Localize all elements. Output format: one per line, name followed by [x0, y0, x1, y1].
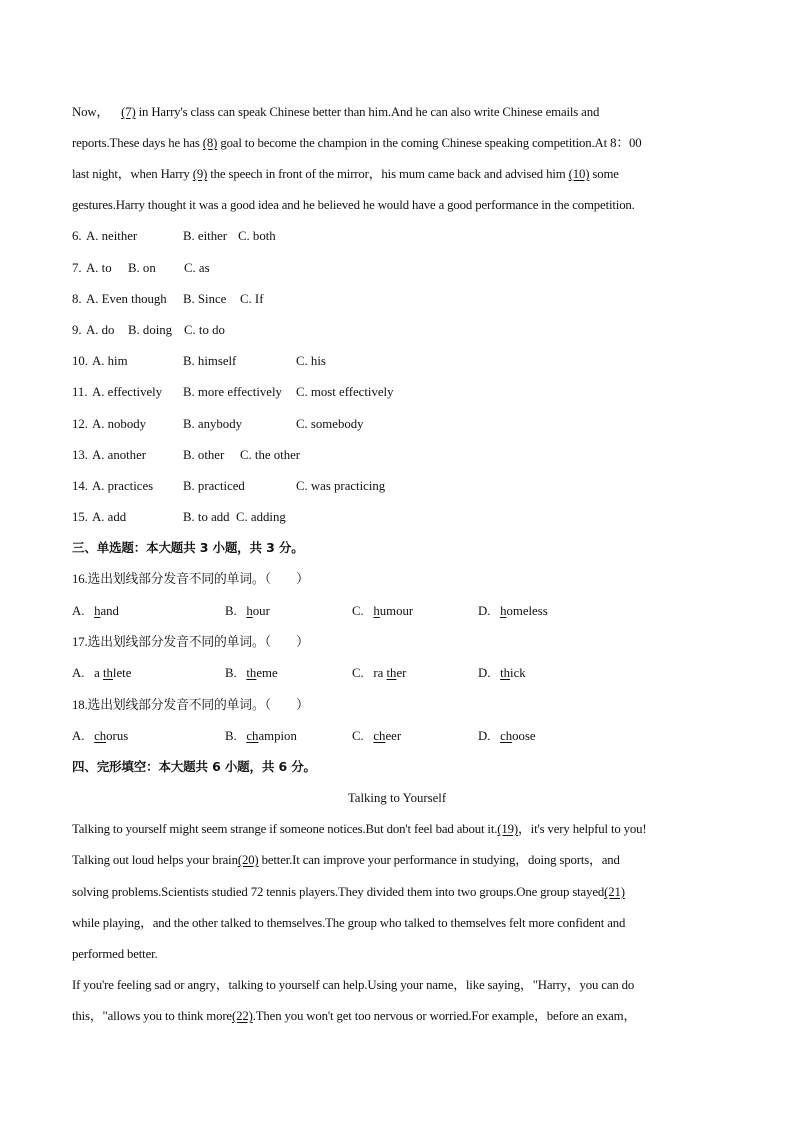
underlined-part: th	[386, 666, 397, 680]
underlined-part: ch	[500, 729, 513, 743]
text: ampion	[258, 729, 297, 743]
underlined-part: ch	[246, 729, 259, 743]
option-label: C.	[352, 729, 364, 743]
score: 3	[266, 540, 275, 555]
passage-line	[72, 135, 642, 151]
option-a[interactable]: A. Even though	[86, 292, 167, 306]
option-b[interactable]: B. doing	[128, 323, 173, 337]
option-c[interactable]: C. adding	[236, 510, 286, 524]
passage-line: If you're feeling sad or angry，talking to yourself can help.Using your name，like saying，"Harry，you can do	[72, 978, 635, 992]
text: Now，	[72, 105, 110, 119]
section-header-cloze	[72, 759, 316, 775]
option-c[interactable]: C. to do	[184, 323, 225, 337]
option-c[interactable]: C. as	[184, 261, 210, 275]
text: .Then you won't get too nervous or worried.For example，before an exam，	[252, 1009, 637, 1023]
question-number: 9.	[72, 323, 82, 337]
text: orus	[106, 729, 129, 743]
text: Talking to yourself might seem strange if someone notices.But don't feel bad about it.	[72, 822, 498, 836]
option-c[interactable]: C. the other	[240, 448, 301, 462]
text: ick	[510, 666, 526, 680]
text: solving problems.Scientists studied 72 tennis players.They divided them into two groups.One group stayed	[72, 885, 605, 899]
text: 三、单选题：本大题共	[72, 540, 200, 555]
blank-19: (19)	[497, 822, 519, 836]
option-a[interactable]: A. add	[92, 510, 127, 524]
passage-line	[72, 821, 647, 837]
question-count: 3	[199, 540, 209, 555]
score: 6	[278, 759, 287, 774]
option-b[interactable]: B. Since	[183, 292, 227, 306]
text: better.It can improve your performance in studying，doing sports，and	[258, 853, 620, 867]
question-number: 14.	[72, 479, 88, 493]
text: a	[94, 666, 103, 680]
text: 四、完形填空：本大题共	[72, 759, 213, 774]
question-number: 6.	[72, 229, 82, 243]
text: 分。	[274, 540, 304, 555]
question-17-stem: 17.选出划线部分发音不同的单词。（ ）	[72, 635, 309, 649]
text: our	[252, 604, 270, 618]
option-a[interactable]	[72, 665, 131, 681]
option-label: D.	[478, 604, 491, 618]
question-18-stem: 18.选出划线部分发音不同的单词。（ ）	[72, 698, 309, 712]
option-b[interactable]: B. practiced	[183, 479, 245, 493]
text: oose	[512, 729, 536, 743]
underlined-part: th	[500, 666, 511, 680]
blank-9: (9)	[192, 167, 208, 181]
underlined-part: h	[373, 604, 380, 618]
passage-line	[72, 852, 620, 868]
text: the speech in front of the mirror，his mum came back and advised him	[207, 167, 569, 181]
text: goal to become the champion in the coming Chinese speaking competition.At 8：00	[217, 136, 642, 150]
question-number: 8.	[72, 292, 82, 306]
blank-8: (8)	[202, 136, 218, 150]
passage-line	[72, 166, 619, 182]
underlined-part: h	[500, 604, 507, 618]
blank-21: (21)	[604, 885, 625, 899]
text: eer	[385, 729, 402, 743]
option-label: C.	[352, 604, 364, 618]
text: 小题，共	[220, 759, 279, 774]
passage-line: while playing，and the other talked to themselves.The group who talked to themselves felt more confident and	[72, 916, 626, 930]
option-c[interactable]: C. his	[296, 354, 326, 368]
option-b[interactable]: B. to add	[183, 510, 230, 524]
blank-10: (10)	[568, 167, 590, 181]
option-label: B.	[225, 604, 237, 618]
option-label: D.	[478, 666, 491, 680]
blank-20: (20)	[237, 853, 259, 867]
text: Talking out loud helps your brain	[72, 853, 238, 867]
question-number: 15.	[72, 510, 88, 524]
option-d[interactable]	[478, 728, 536, 744]
option-a[interactable]: A. practices	[92, 479, 154, 493]
option-b[interactable]: B. other	[183, 448, 225, 462]
option-a[interactable]: A. nobody	[92, 417, 147, 431]
underlined-part: h	[94, 604, 101, 618]
option-c[interactable]: C. most effectively	[296, 385, 394, 399]
question-number: 11.	[72, 385, 88, 399]
option-c[interactable]: C. both	[238, 229, 276, 243]
option-label: C.	[352, 666, 364, 680]
text: this，"allows you to think more	[72, 1009, 232, 1023]
text: and	[100, 604, 119, 618]
option-b[interactable]	[225, 665, 278, 681]
option-b[interactable]	[225, 603, 270, 619]
text: lete	[112, 666, 132, 680]
blank-7: (7)	[121, 105, 136, 119]
question-number: 10.	[72, 354, 88, 368]
passage-line	[72, 104, 599, 120]
option-d[interactable]	[478, 665, 526, 681]
text: reports.These days he has	[72, 136, 203, 150]
text: eme	[256, 666, 278, 680]
text: last night，when Harry	[72, 167, 193, 181]
text: 分。	[287, 759, 316, 774]
text: ra	[373, 666, 387, 680]
passage-title: Talking to Yourself	[347, 791, 447, 805]
option-b[interactable]: B. anybody	[183, 417, 243, 431]
option-b[interactable]: B. more effectively	[183, 385, 282, 399]
option-d[interactable]	[478, 603, 548, 619]
option-a[interactable]	[72, 603, 119, 619]
option-label: A.	[72, 666, 85, 680]
option-a[interactable]	[72, 728, 128, 744]
question-16-stem: 16.选出划线部分发音不同的单词。（ ）	[72, 572, 309, 586]
passage-line: gestures.Harry thought it was a good idea and he believed he would have a good performance in the competition.	[72, 198, 635, 212]
underlined-part: ch	[373, 729, 386, 743]
underlined-part: h	[246, 604, 253, 618]
option-c[interactable]	[352, 665, 406, 681]
option-label: A.	[72, 729, 85, 743]
option-a[interactable]: A. effectively	[92, 385, 163, 399]
option-label: B.	[225, 666, 237, 680]
blank-22: (22)	[231, 1009, 253, 1023]
option-b[interactable]: B. either	[183, 229, 228, 243]
text: omeless	[506, 604, 548, 618]
question-count: 6	[212, 759, 221, 774]
underlined-part: th	[102, 666, 113, 680]
option-c[interactable]	[352, 728, 401, 744]
option-c[interactable]: C. somebody	[296, 417, 364, 431]
passage-line: performed better.	[72, 947, 158, 961]
option-c[interactable]: C. If	[240, 292, 264, 306]
option-a[interactable]: A. another	[92, 448, 147, 462]
underlined-part: th	[246, 666, 257, 680]
section-header-single-choice	[72, 540, 304, 556]
option-label: A.	[72, 604, 85, 618]
passage-line	[72, 1008, 636, 1024]
option-a[interactable]: A. to	[86, 261, 112, 275]
option-b[interactable]: B. on	[128, 261, 156, 275]
text: 小题，共	[208, 540, 267, 555]
option-label: B.	[225, 729, 237, 743]
option-a[interactable]: A. do	[86, 323, 115, 337]
passage-line	[72, 884, 625, 900]
question-number: 12.	[72, 417, 88, 431]
question-number: 7.	[72, 261, 82, 275]
option-label: D.	[478, 729, 491, 743]
text: umour	[379, 604, 414, 618]
option-a[interactable]: A. neither	[86, 229, 138, 243]
text: ，it's very helpful to you!	[518, 822, 647, 836]
option-c[interactable]	[352, 603, 413, 619]
option-b[interactable]	[225, 728, 297, 744]
question-number: 13.	[72, 448, 88, 462]
text: in Harry's class can speak Chinese better than him.And he can also write Chinese emails and	[135, 105, 600, 119]
text: some	[589, 167, 619, 181]
option-c[interactable]: C. was practicing	[296, 479, 386, 493]
option-b[interactable]: B. himself	[183, 354, 237, 368]
underlined-part: ch	[94, 729, 107, 743]
text: er	[396, 666, 407, 680]
option-a[interactable]: A. him	[92, 354, 128, 368]
